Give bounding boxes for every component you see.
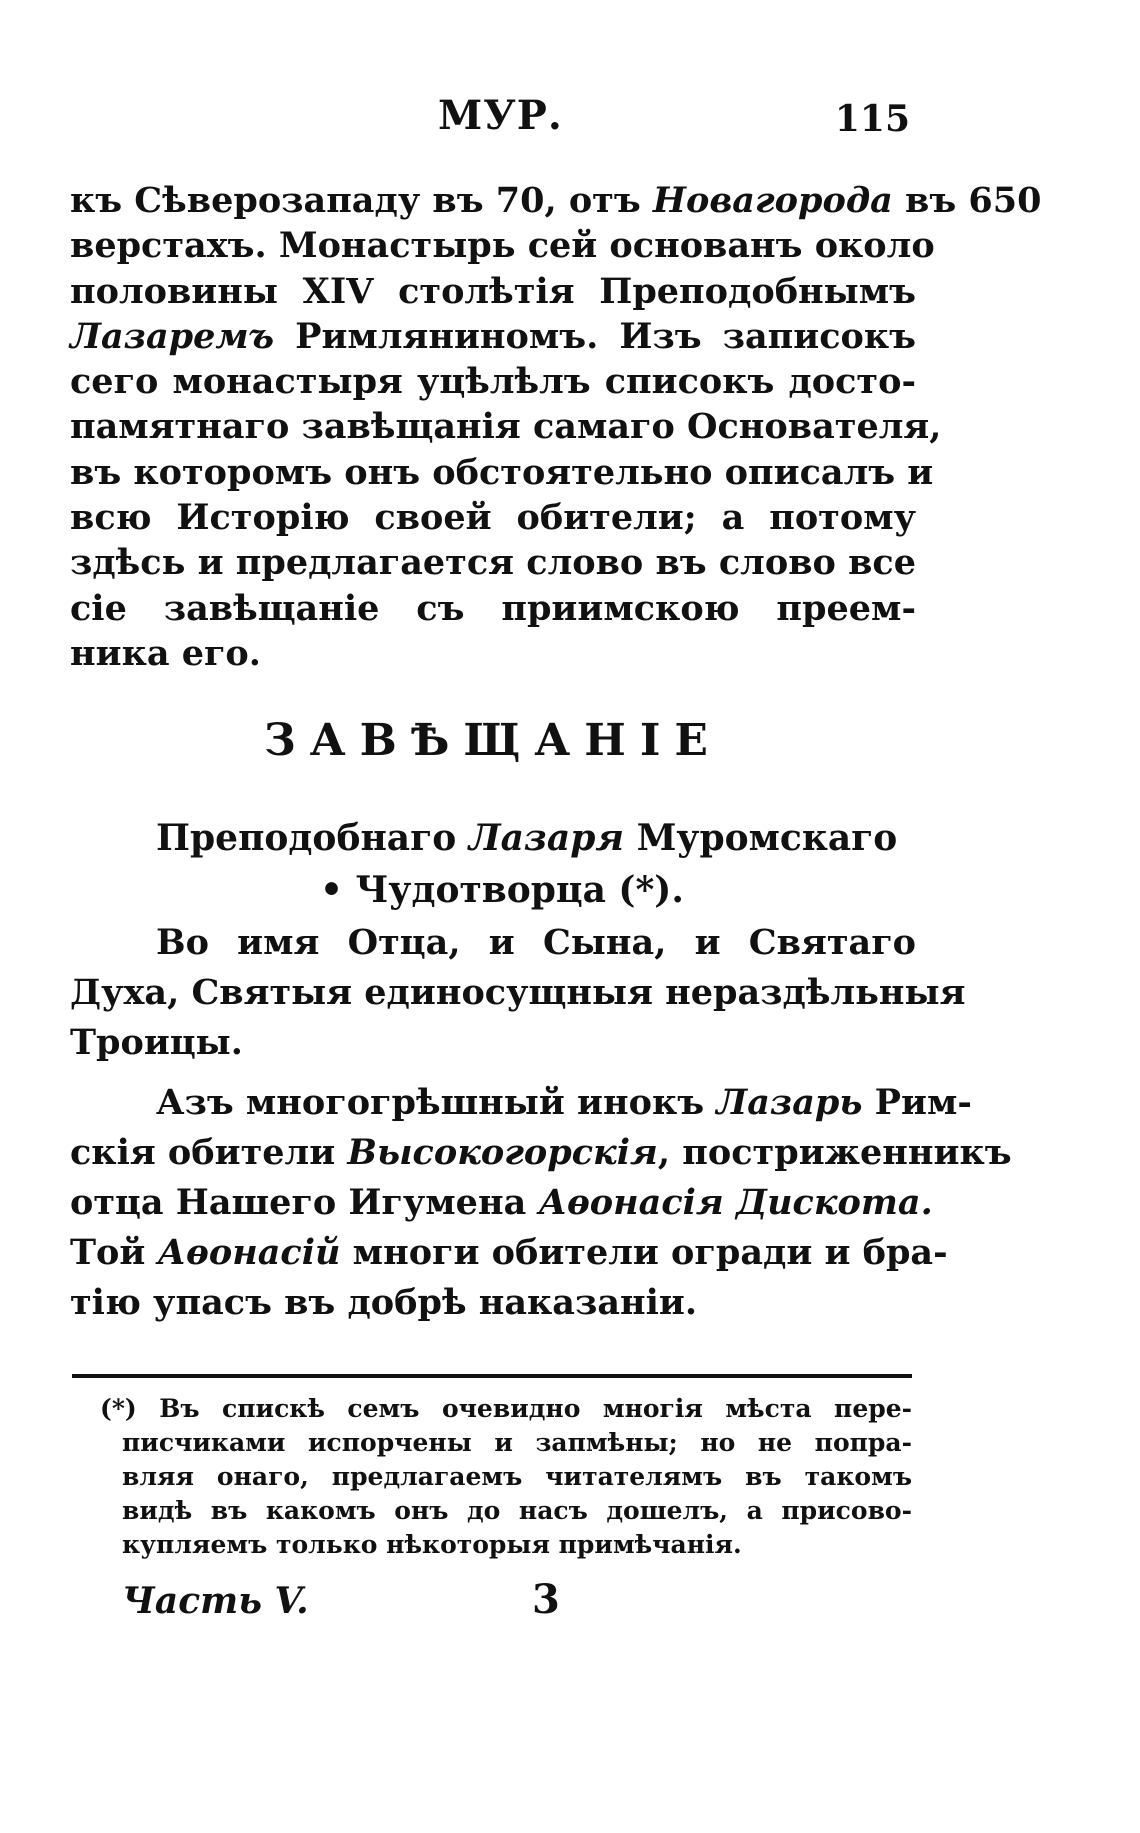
- text-run: Аѳонасій: [157, 1232, 341, 1273]
- text-line: [70, 495, 916, 540]
- text-run: Новагорода: [652, 180, 893, 221]
- text-line: [70, 1228, 948, 1278]
- text-run: въ которомъ онъ обстоятельно описалъ и: [70, 451, 934, 493]
- footnote-line: вляя онаго, предлагаемъ читателямъ въ такомъ: [122, 1462, 912, 1491]
- text-run: половины XIV столѣтія Преподобнымъ: [70, 270, 916, 312]
- page-footer: [122, 1576, 922, 1640]
- text-run: верстахъ. Монастырь сей основанъ около: [70, 225, 935, 267]
- footnote-line: видѣ въ какомъ онъ до насъ дошелъ, а присово-: [122, 1496, 912, 1525]
- text-line: [70, 450, 934, 495]
- text-line: [70, 269, 916, 314]
- subtitle-line-1: [70, 812, 916, 864]
- text-run: къ Сѣверозападу въ 70, отъ: [70, 180, 653, 221]
- text-run: Высокогорскія: [347, 1132, 658, 1173]
- text-line: [70, 314, 916, 359]
- text-line: [70, 359, 916, 404]
- text-line: [70, 1278, 916, 1328]
- text-line: [70, 1178, 933, 1228]
- text-run: сего монастыря уцѣлѣлъ списокъ досто-: [70, 361, 916, 403]
- footnote-line: купляемъ только нѣкоторыя примѣчанія.: [122, 1530, 742, 1559]
- text-run: Духа, Святыя единосущныя нераздѣльныя: [70, 972, 966, 1013]
- text-run: Во имя Отца, и Сына, и Святаго: [156, 922, 916, 963]
- text-run: многи обители огради и бра-: [340, 1232, 948, 1273]
- footnote-line: писчиками испорчены и запмѣны; но не попра-: [122, 1428, 912, 1457]
- text-line: [70, 1018, 916, 1068]
- text-run: ника его.: [70, 632, 261, 674]
- text-line: [70, 586, 916, 631]
- text-run: Рим-: [862, 1082, 972, 1123]
- text-line: [70, 1128, 1012, 1178]
- text-run: сіе завѣщаніе съ приимскою преем-: [70, 587, 916, 629]
- running-head: МУР.: [438, 92, 563, 139]
- text-run: въ 650: [892, 180, 1042, 221]
- subtitle-text-b: Лазаря: [468, 817, 625, 859]
- invocation-paragraph: [70, 918, 966, 1068]
- text-line: [70, 178, 1042, 223]
- text-run: Аѳонасія Дискота.: [538, 1182, 933, 1223]
- page-header: [70, 92, 910, 142]
- section-title: ЗАВѢЩАНІЕ: [264, 715, 722, 766]
- text-run: Лазаремъ: [70, 315, 275, 357]
- text-run: здѣсь и предлагается слово въ слово все: [70, 542, 916, 584]
- signature-mark: 3: [532, 1576, 560, 1623]
- text-run: всю Исторію своей обители; а потому: [70, 497, 916, 539]
- volume-label: Часть V.: [122, 1580, 309, 1622]
- footnote-line: (*) Въ спискѣ семъ очевидно многія мѣста пере-: [100, 1394, 912, 1423]
- text-run: скія обители: [70, 1132, 348, 1173]
- text-run: памятнаго завѣщанія самаго Основателя,: [70, 406, 942, 448]
- testament-paragraph: [70, 1078, 1012, 1328]
- page-number: 115: [834, 98, 910, 140]
- intro-paragraph: [70, 178, 1042, 676]
- section-subtitle: [70, 812, 916, 916]
- text-line: [70, 404, 942, 449]
- text-line: [70, 631, 916, 676]
- subtitle-text-a: Преподобнаго: [156, 817, 469, 859]
- subtitle-line-2: • Чудотворца (*).: [320, 869, 684, 911]
- text-run: Римляниномъ. Изъ записокъ: [274, 315, 916, 357]
- text-line: [70, 540, 916, 585]
- footnote-rule: [72, 1374, 912, 1378]
- text-line: [70, 918, 916, 968]
- text-run: Азъ многогрѣшный инокъ: [156, 1082, 717, 1123]
- text-run: Лазарь: [716, 1082, 863, 1123]
- text-run: отца Нашего Игумена: [70, 1182, 539, 1223]
- text-line: [70, 223, 935, 268]
- text-run: Той: [70, 1232, 158, 1273]
- text-run: Троицы.: [70, 1022, 243, 1063]
- footnote: [100, 1392, 912, 1562]
- text-run: , постриженникъ: [657, 1132, 1012, 1173]
- text-line: [70, 1078, 972, 1128]
- subtitle-text-c: Муромскаго: [624, 817, 898, 859]
- text-line: [70, 968, 966, 1018]
- text-run: тію упасъ въ добрѣ наказаніи.: [70, 1282, 698, 1323]
